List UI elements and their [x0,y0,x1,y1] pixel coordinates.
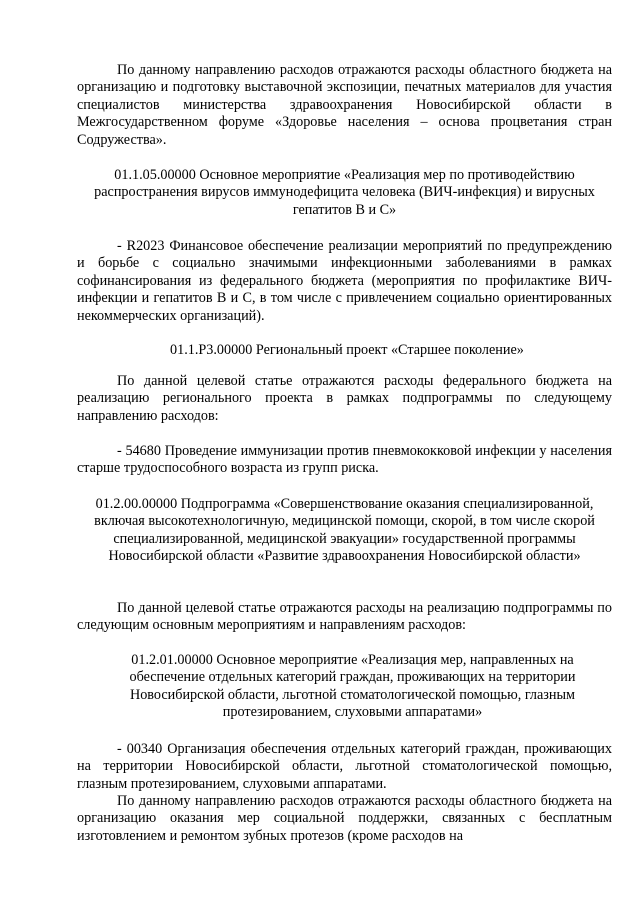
heading-hiv-measure: 01.1.05.00000 Основное мероприятие «Реализация мер по противодействию распространения вирусов иммунодефицита человека (ВИЧ-инфекция) и вирусных гепатитов В и С» [94,167,595,218]
paragraph-subprogram-expenses: По данной целевой статье отражаются расходы на реализацию подпрограммы по следующим основным мероприятиям и направлениям расходов: [77,600,612,634]
paragraph-00340: - 00340 Организация обеспечения отдельных категорий граждан, проживающих на территории Новосибирской области, льготной стоматологической помощью, глазным протезированием, слуховыми аппаратами. [77,741,612,792]
paragraph-dental-prosthetics: По данному направлению расходов отражаются расходы областного бюджета на организацию оказания мер социальной поддержки, связанных с бесплатным изготовлением и ремонтом зубных протезов (кроме расходов на [77,793,612,844]
heading-subprogram-01-2: 01.2.00.00000 Подпрограмма «Совершенствование оказания специализированной, включая высокотехнологичную, медицинской помощи, скорой, в том числе скорой специализированной, медицинской эвакуации» государственной программы Новосибирской области «Развитие здравоохранения Новосибирской области» [94,496,595,565]
paragraph-federal-budget: По данной целевой статье отражаются расходы федерального бюджета на реализацию регионального проекта в рамках подпрограммы по следующему направлению расходов: [77,373,612,424]
heading-older-generation-project: 01.1.Р3.00000 Региональный проект «Старшее поколение» [170,342,524,358]
heading-measure-01-2-01: 01.2.01.00000 Основное мероприятие «Реализация мер, направленных на обеспечение отдельных категорий граждан, проживающих на территории Новосибирской области, льготной стоматологической помощью, глазным протезированием, слуховыми аппаратами» [129,652,576,721]
paragraph-r2023: - R2023 Финансовое обеспечение реализации мероприятий по предупреждению и борьбе с социально значимыми инфекционными заболеваниями в рамках софинансирования из федерального бюджета (мероприятия по профилактике ВИЧ-инфекции и гепатитов В и С, в том числе с привлечением социально ориентированных некоммерческих организаций). [77,238,612,324]
paragraph-forum-expenses: По данному направлению расходов отражаются расходы областного бюджета на организацию и подготовку выставочной экспозиции, печатных материалов для участия специалистов министерства здравоохранения Новосибирской области в Межгосударственном форуме «Здоровье населения – основа процветания стран Содружества». [77,62,612,148]
paragraph-54680: - 54680 Проведение иммунизации против пневмококковой инфекции у населения старше трудоспособного возраста из групп риска. [77,443,612,477]
